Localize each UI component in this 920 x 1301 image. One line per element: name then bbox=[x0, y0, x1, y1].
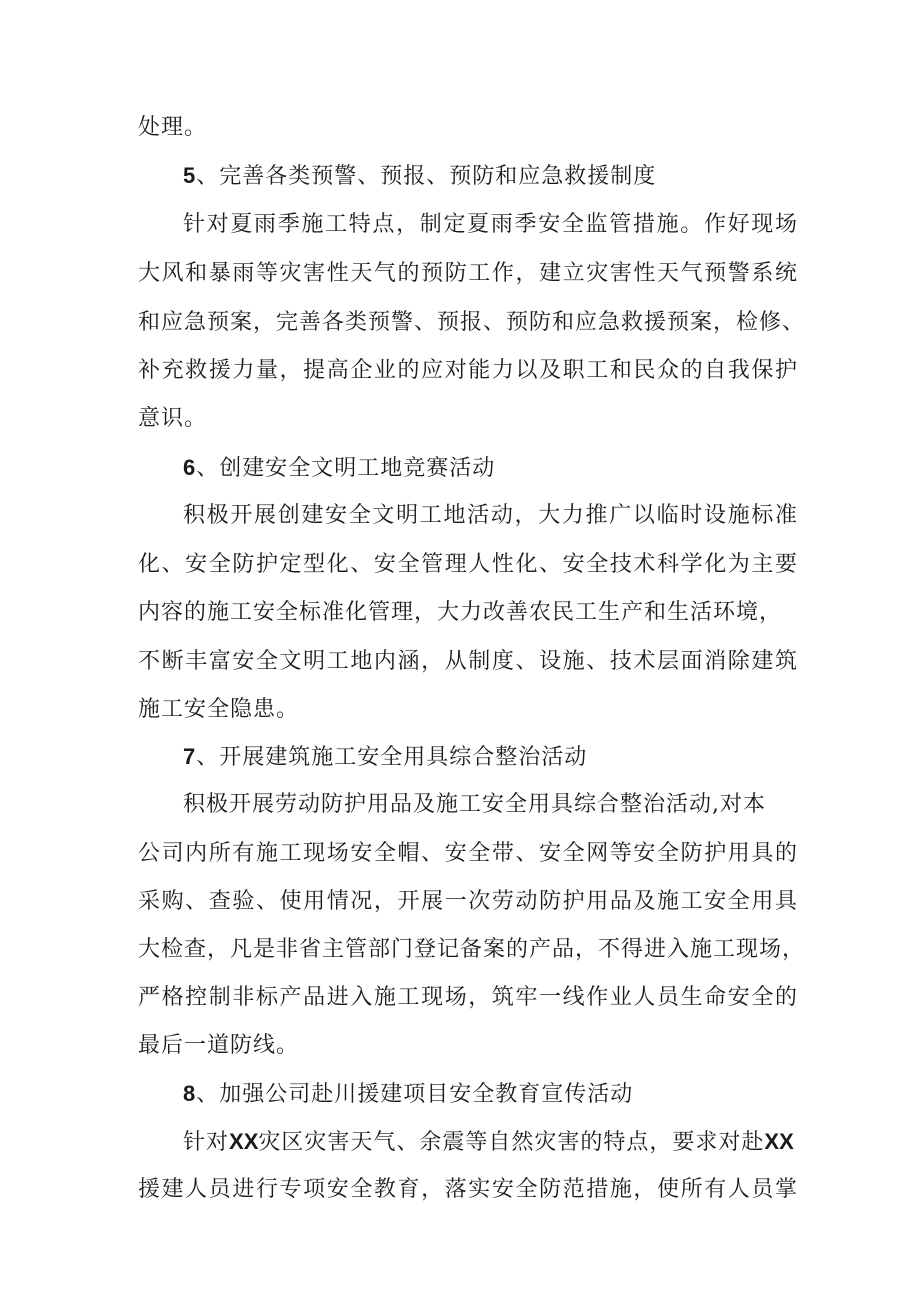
text-line: 不断丰富安全文明工地内涵，从制度、设施、技术层面消除建筑 bbox=[138, 649, 798, 674]
text-line: 积极开展创建安全文明工地活动，大力推广以临时设施标准 bbox=[183, 503, 798, 528]
heading-text: 、开展建筑施工安全用具综合整治活动 bbox=[196, 745, 588, 770]
heading-number: 5 bbox=[183, 163, 197, 188]
text-line: 内容的施工安全标准化管理，大力改善农民工生产和生活环境， bbox=[138, 600, 783, 625]
text-line: 采购、查验、使用情况，开展一次劳动防护用品及施工安全用具 bbox=[138, 889, 798, 914]
section-heading-6 bbox=[183, 453, 798, 483]
text-line: 积极开展劳动防护用品及施工安全用具综合整治活动,对本 bbox=[183, 792, 766, 817]
text-line: 和应急预案，完善各类预警、预报、预防和应急救援预案，检修、 bbox=[138, 310, 806, 335]
placeholder-xx: XX bbox=[764, 1129, 794, 1154]
section-heading-7 bbox=[183, 742, 798, 772]
text-segment: 灾区灾害天气、余震等自然灾害的特点，要求对赴 bbox=[258, 1130, 765, 1155]
text-line: 最后一道防线。 bbox=[138, 1033, 300, 1058]
text-line: 补充救援力量，提高企业的应对能力以及职工和民众的自我保护 bbox=[138, 358, 798, 383]
text-line: 公司内所有施工现场安全帽、安全带、安全网等安全防护用具的 bbox=[138, 841, 798, 866]
text-line: 针对夏雨季施工特点，制定夏雨季安全监管措施。作好现场 bbox=[183, 212, 798, 237]
heading-number: 8 bbox=[183, 1081, 197, 1106]
placeholder-xx: XX bbox=[229, 1129, 259, 1154]
text-line: 化、安全防护定型化、安全管理人性化、安全技术科学化为主要 bbox=[138, 552, 798, 577]
text-line: 处理。 bbox=[138, 115, 208, 140]
heading-text: 、创建安全文明工地竞赛活动 bbox=[196, 456, 496, 481]
section-heading-8 bbox=[183, 1079, 798, 1109]
text-line-mixed bbox=[183, 1127, 798, 1157]
text-segment: 针对 bbox=[183, 1130, 230, 1155]
text-line: 施工安全隐患。 bbox=[138, 697, 300, 722]
heading-number: 7 bbox=[183, 744, 197, 769]
section-heading-5 bbox=[183, 161, 798, 191]
heading-text: 、加强公司赴川援建项目安全教育宣传活动 bbox=[196, 1082, 634, 1107]
text-line: 意识。 bbox=[138, 406, 208, 431]
heading-number: 6 bbox=[183, 455, 197, 480]
heading-text: 、完善各类预警、预报、预防和应急救援制度 bbox=[196, 164, 657, 189]
text-line: 严格控制非标产品进入施工现场，筑牢一线作业人员生命安全的 bbox=[138, 985, 798, 1010]
text-line: 大风和暴雨等灾害性天气的预防工作，建立灾害性天气预警系统 bbox=[138, 261, 798, 286]
text-line: 援建人员进行专项安全教育，落实安全防范措施，使所有人员掌 bbox=[138, 1177, 798, 1202]
text-line: 大检查，凡是非省主管部门登记备案的产品，不得进入施工现场， bbox=[138, 937, 806, 962]
